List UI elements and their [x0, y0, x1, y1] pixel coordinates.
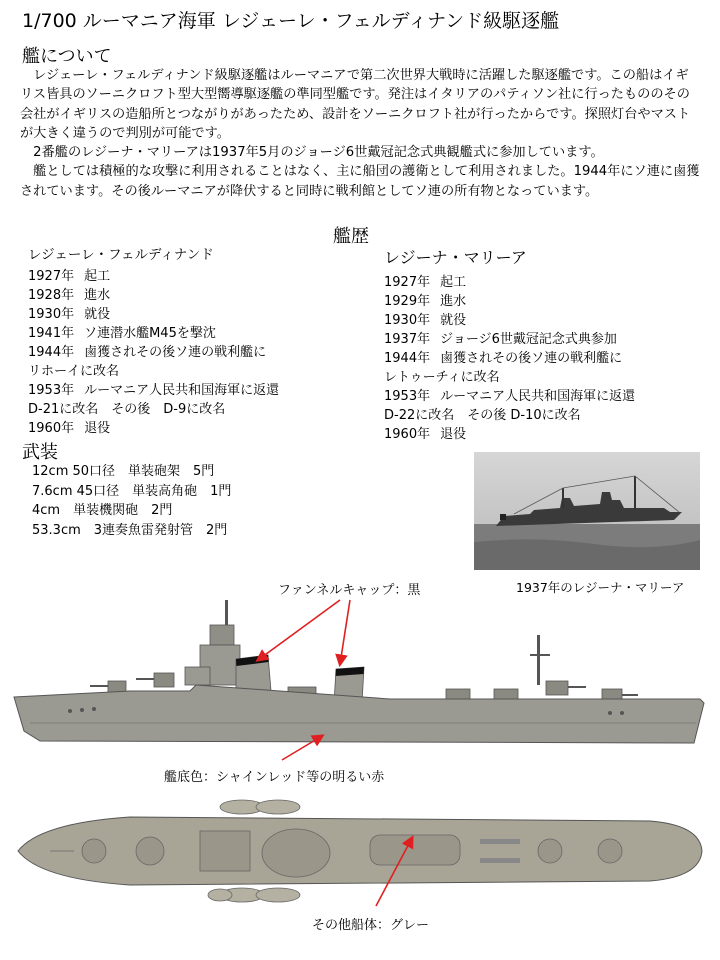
history-event: [384, 273, 704, 292]
event-text: 退役: [84, 421, 111, 436]
ship-side-profile: [10, 595, 710, 755]
ship-name: レジーナ・マリーア: [384, 248, 527, 267]
event-text-continued: D-22に改名 その後 D-10に改名: [384, 408, 581, 423]
event-text-continued: レトゥーチィに改名: [384, 370, 500, 385]
event-text: 鹵獲されその後ソ連の戦利艦に: [440, 351, 623, 366]
history-event: [384, 387, 704, 406]
event-year: 1960年: [28, 421, 75, 436]
history-event: [28, 267, 358, 286]
event-year: 1953年: [384, 389, 431, 404]
history-event: [28, 381, 358, 400]
event-text: ジョージ6世戴冠記念式典参加: [440, 332, 617, 347]
event-year: 1944年: [384, 351, 431, 366]
event-list: [28, 267, 358, 438]
armament-item: 7.6cm 45口径 単装高角砲 1門: [32, 483, 232, 499]
event-text: 起工: [84, 269, 111, 284]
history-event: [28, 286, 358, 305]
history-column-maria: [384, 248, 704, 444]
event-year: 1930年: [384, 313, 431, 328]
about-body: [20, 66, 700, 201]
armament-item: 53.3cm 3連奏魚雷発射管 2門: [32, 522, 228, 538]
hull-color-label: その他船体：グレー: [312, 918, 430, 933]
history-event: [384, 292, 704, 311]
event-text: ルーマニア人民共和国海軍に返還: [440, 389, 636, 404]
event-text: 就役: [84, 307, 111, 322]
hull-bottom-color-label: 艦底色：シャインレッド等の明るい赤: [164, 770, 385, 785]
event-text: 鹵獲されその後ソ連の戦利艦に: [84, 345, 267, 360]
history-event: [384, 349, 704, 368]
event-year: 1941年: [28, 326, 75, 341]
event-list: [384, 273, 704, 444]
event-text: 進水: [440, 294, 467, 309]
event-text-continued: D-21に改名 その後 D-9に改名: [28, 402, 226, 417]
photo-caption: 1937年のレジーナ・マリーア: [516, 580, 685, 595]
about-paragraph: レジェーレ・フェルディナンド級駆逐艦はルーマニアで第二次世界大戦時に活躍した駆逐艦です。この船はイギリス皆具のソーニクロフト型大型嚮導駆逐艦の準同型艦です。発注はイタリアのパティソン社に行ったもののその会社がイギリスの造船所とつながりがあったため、設計をソーニクロフト社が行ったからです。探照灯台やマストが大きく違うので判別が可能です。: [20, 68, 691, 141]
event-year: 1929年: [384, 294, 431, 309]
event-text: ソ連潜水艦M45を撃沈: [84, 326, 216, 341]
about-paragraph: 艦としては積極的な攻撃に利用されることはなく、主に船団の護衛として利用されました。1944年にソ連に鹵獲されています。その後ルーマニアが降伏すると同時に戦利館としてソ連の所有物となっています。: [20, 164, 700, 199]
history-event: [28, 305, 358, 324]
history-event: [28, 343, 358, 362]
ship-top-view: [10, 795, 710, 905]
armament-item: 4cm 単装機関砲 2門: [32, 503, 173, 518]
event-year: 1927年: [384, 275, 431, 290]
ship-photo: [474, 452, 700, 570]
history-column-ferdinand: [28, 246, 358, 438]
about-heading: 艦について: [22, 46, 112, 67]
event-year: 1960年: [384, 427, 431, 442]
event-text: 就役: [440, 313, 467, 328]
event-text-continued: リホーイに改名: [28, 364, 120, 379]
armament-list: [32, 462, 231, 540]
event-year: 1953年: [28, 383, 75, 398]
event-year: 1944年: [28, 345, 75, 360]
history-event: [28, 324, 358, 343]
ship-name: レジェーレ・フェルディナンド: [28, 247, 214, 263]
event-text: ルーマニア人民共和国海軍に返還: [84, 383, 280, 398]
history-event: [384, 311, 704, 330]
funnel-cap-label: ファンネルキャップ：黒: [278, 583, 421, 598]
event-text: 起工: [440, 275, 467, 290]
armament-item: 12cm 50口径 単装砲架 5門: [32, 464, 215, 479]
event-year: 1928年: [28, 288, 75, 303]
history-event: [28, 419, 358, 438]
event-text: 進水: [84, 288, 111, 303]
armament-heading: 武装: [22, 442, 58, 463]
event-text: 退役: [440, 427, 467, 442]
page-title: 1/700 ルーマニア海軍 レジェーレ・フェルディナンド級駆逐艦: [22, 10, 560, 32]
history-event: [384, 425, 704, 444]
event-year: 1927年: [28, 269, 75, 284]
history-heading: 艦歴: [333, 226, 369, 247]
event-year: 1937年: [384, 332, 431, 347]
about-paragraph: 2番艦のレジーナ・マリーアは1937年5月のジョージ6世戴冠記念式典観艦式に参加しています。: [20, 145, 604, 161]
history-event: [384, 330, 704, 349]
event-year: 1930年: [28, 307, 75, 322]
